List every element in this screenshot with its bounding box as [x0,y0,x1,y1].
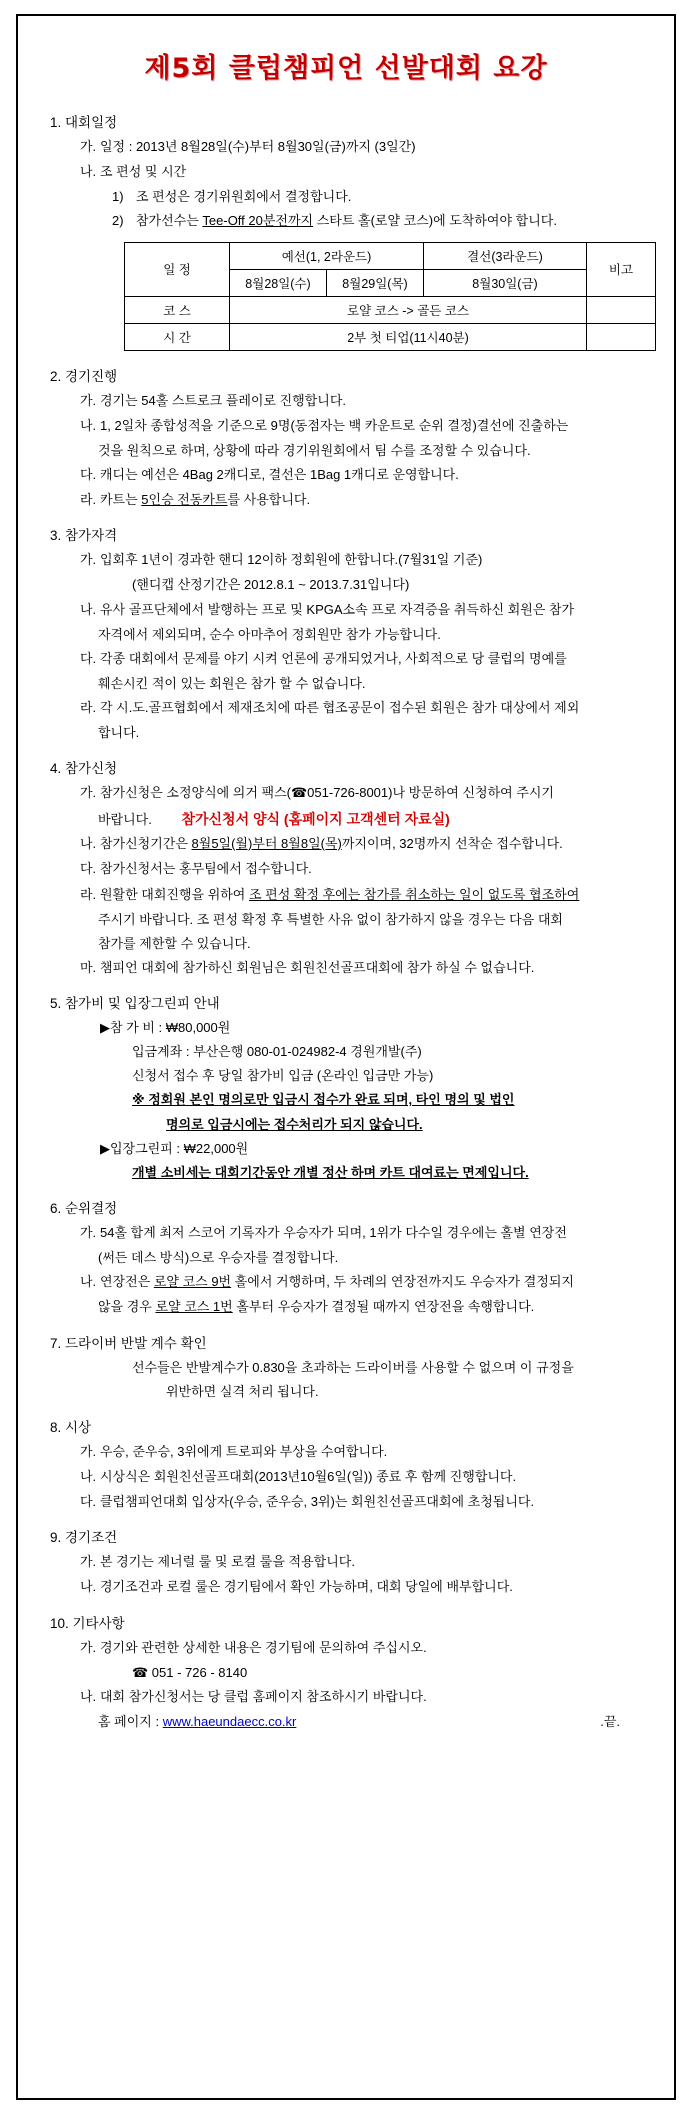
section-conditions [36,1526,656,1597]
item-label: 다. [80,650,97,666]
section-heading: 7. 드라이버 반발 계수 확인 [50,1335,207,1351]
list-item [80,600,656,620]
item-label: 나. [80,1688,97,1704]
page-title: 제5회 클럽챔피언 선발대회 요강 [144,53,548,84]
section-ranking [36,1197,656,1318]
table-header-cell: 예선(1, 2라운드) [230,242,424,269]
list-item [80,1492,656,1512]
table-cell [587,296,656,323]
continuation-text: 바랍니다. [98,811,152,827]
item-text: 참가신청기간은 8월5일(월)부터 8월8일(목)까지이며, 32명까지 선착순 접수합니다. [100,836,563,852]
item-text: 참가신청서는 홍무팀에서 접수합니다. [100,861,312,877]
item-label: 나. [80,1469,97,1485]
table-cell: 로얄 코스 -> 골든 코스 [230,296,587,323]
item-text: 원활한 대회진행을 위하여 조 편성 확정 후에는 참가를 취소하는 일이 없도록 협조하여 [100,886,580,902]
list-item [80,1552,656,1572]
schedule-table [124,242,656,351]
homepage-link[interactable]: www.haeundaecc.co.kr [162,1714,297,1730]
item-label: 다. [80,861,97,877]
table-row [125,242,656,269]
item-text: 각 시.도.골프협회에서 제재조치에 따른 협조공문이 접수된 회원은 참가 대상에서 제외 [100,700,580,716]
table-cell: 8월29일(목) [327,269,424,296]
section-application [36,757,656,978]
item-continuation: 훼손시킨 적이 있는 회원은 참가 할 수 없습니다. [98,675,366,691]
list-item [80,137,656,157]
end-mark: .끝. [600,1714,620,1730]
table-row [125,323,656,350]
item-text: 1, 2일차 종합성적을 기준으로 9명(동점자는 백 카운트로 순위 결정)결선에 진출하는 [100,417,569,433]
table-cell: 2부 첫 티업(11시40분) [230,323,587,350]
item-text: 선수들은 반발계수가 0.830을 초과하는 드라이버를 사용할 수 없으며 이 규정을 [132,1359,574,1375]
item-label: 2) [112,213,124,229]
homepage-label: 홈 페이지 : [98,1714,163,1730]
section-competition-progress [36,365,656,511]
table-cell: 코 스 [125,296,230,323]
item-label: 가. [80,552,97,568]
list-item [80,1577,656,1597]
list-item [80,649,656,669]
item-text: 경기조건과 로컬 룰은 경기팀에서 확인 가능하며, 대회 당일에 배부합니다. [100,1579,513,1595]
item-continuation: 것을 원칙으로 하며, 상황에 따라 경기위원회에서 팀 수를 조정할 수 있습니다. [98,442,531,458]
application-form-note: 참가신청서 양식 (홈페이지 고객센터 자료실) [181,810,450,827]
item-label: 마. [80,959,97,975]
item-continuation [98,809,656,831]
table-header-cell: 일 정 [125,242,230,296]
list-item [112,187,656,207]
item-text: 각종 대회에서 문제를 야기 시켜 언론에 공개되었거나, 사회적으로 당 클럽의 명예를 [100,650,567,666]
item-label: 라. [80,886,97,902]
item-text: 우승, 준우승, 3위에게 트로피와 부상을 수여합니다. [100,1443,388,1459]
item-label: 가. [80,1554,97,1570]
item-label: 가. [80,392,97,408]
item-text: 클럽챔피언대회 입상자(우승, 준우승, 3위)는 회원친선골프대회에 초청됩니다. [100,1494,535,1510]
item-label: 가. [80,1639,97,1655]
section-heading: 8. 시상 [50,1419,92,1435]
schedule-table-wrapper [124,242,656,351]
table-cell: 시 간 [125,323,230,350]
section-awards [36,1416,656,1512]
table-cell: 8월28일(수) [230,269,327,296]
item-text: 연장전은 로얄 코스 9번 홀에서 거행하며, 두 차례의 연장전까지도 우승자가 결정되지 [100,1274,574,1290]
item-text: 경기와 관련한 상세한 내용은 경기팀에 문의하여 주십시오. [100,1639,427,1655]
item-label: 가. [80,1443,97,1459]
list-item [80,1467,656,1487]
section-heading: 4. 참가신청 [50,761,118,777]
section-competition-schedule [36,111,656,351]
document-frame [16,14,676,2100]
item-text: 일정 : 2013년 8월28일(수)부터 8월30일(금)까지 (3일간) [100,139,416,154]
fee-payment-note: 신청서 접수 후 당일 참가비 입금 (온라인 입금만 가능) [132,1068,434,1084]
emphasis-underline: 로얄 코스 1번 [155,1299,233,1315]
item-label: 나. [80,1274,97,1290]
item-text: 입회후 1년이 경과한 핸디 12이하 정회원에 한합니다.(7월31일 기준) [100,552,483,568]
section-driver-cor [36,1332,656,1402]
item-continuation: 않을 경우 로얄 코스 1번 홀부터 우승자가 결정될 때까지 연장전을 속행합니다. [98,1299,535,1315]
table-row [125,296,656,323]
item-label: 가. [80,785,97,801]
item-text: 챔피언 대회에 참가하신 회원님은 회원친선골프대회에 참가 하실 수 없습니다. [100,959,535,975]
fee-account: 입금계좌 : 부산은행 080-01-024982-4 경원개발(주) [132,1044,422,1060]
table-header-cell: 비고 [587,242,656,296]
table-cell: 8월30일(금) [424,269,587,296]
list-item [80,490,656,510]
section-eligibility [36,524,656,743]
item-continuation: 합니다. [98,725,140,741]
section-heading: 2. 경기진행 [50,368,118,384]
section-heading: 5. 참가비 및 입장그린피 안내 [50,996,220,1012]
section-heading: 3. 참가자격 [50,528,118,544]
item-continuation: 자격에서 제외되며, 순수 아마추어 정회원만 참가 가능합니다. [98,626,441,642]
item-label: 라. [80,700,97,716]
emphasis-underline: 조 편성 확정 후에는 참가를 취소하는 일이 없도록 협조하여 [248,886,580,902]
item-text: 카트는 5인승 전동카트를 사용합니다. [100,492,311,508]
item-continuation: 위반하면 실격 처리 됩니다. [166,1383,319,1399]
item-label: 다. [80,466,97,482]
list-item [80,1638,656,1658]
fee-entry: ▶참 가 비 : ₩80,000원 [100,1020,231,1036]
list-item [80,465,656,485]
item-text: 본 경기는 제너럴 룰 및 로컬 룰을 적용합니다. [100,1554,355,1570]
emphasis-underline: 로얄 코스 9번 [153,1274,232,1290]
item-text: 시상식은 회원친선골프대회(2013년10월6일(일)) 종료 후 함께 진행합니다. [100,1469,517,1485]
fee-warning-line1: ※ 정회원 본인 명의로만 입금시 접수가 완료 되며, 타인 명의 및 법인 [132,1092,515,1108]
item-label: 나. [80,601,97,617]
section-fees [36,992,656,1183]
list-item [80,416,656,436]
item-continuation: (써든 데스 방식)으로 우승자를 결정합니다. [98,1250,339,1266]
list-item [80,698,656,718]
item-text: 참가신청은 소정양식에 의거 팩스(☎051-726-8001)나 방문하여 신청하여 주시기 [100,785,554,801]
item-label: 가. [80,1225,97,1241]
item-label: 나. [80,417,97,433]
item-text: 캐디는 예선은 4Bag 2캐디로, 결선은 1Bag 1캐디로 운영합니다. [100,466,459,482]
fee-warning-line2: 명의로 입금시에는 접수처리가 되지 않습니다. [166,1116,423,1132]
list-item [80,1223,656,1243]
item-text: 유사 골프단체에서 발행하는 프로 및 KPGA소속 프로 자격증을 취득하신 회원은 참가 [100,601,575,617]
list-item [80,834,656,854]
item-label: 1) [112,189,124,205]
item-text: 대회 참가신청서는 당 클럽 홈페이지 참조하시기 바랍니다. [100,1688,427,1704]
list-item [80,885,656,905]
section-other [36,1612,656,1733]
item-label: 가. [80,139,97,154]
section-heading: 1. 대회일정 [50,115,118,130]
table-header-cell: 결선(3라운드) [424,242,587,269]
item-continuation: (핸디캡 산정기간은 2012.8.1 ~ 2013.7.31입니다) [132,577,410,593]
homepage-row [98,1712,656,1732]
list-item [80,162,656,182]
item-label: 라. [80,492,97,508]
item-text: 참가선수는 Tee-Off 20분전까지 스타트 홀(로얄 코스)에 도착하여야 합니다. [136,213,557,229]
list-item [80,550,656,570]
item-text: 조 편성 및 시간 [100,164,187,180]
list-item [80,859,656,879]
section-heading: 9. 경기조건 [50,1530,118,1546]
item-text: 조 편성은 경기위원회에서 결정합니다. [136,189,352,205]
table-cell [587,323,656,350]
item-label: 나. [80,164,97,180]
list-item [80,958,656,978]
green-fee-note: 개별 소비세는 대회기간동안 개별 정산 하며 카트 대여료는 면제입니다. [132,1164,529,1180]
list-item [112,211,656,231]
section-heading: 10. 기타사항 [50,1615,125,1631]
emphasis-underline: 8월5일(월)부터 8월8일(목) [191,836,342,852]
list-item [80,1687,656,1707]
list-item [80,1442,656,1462]
list-item [80,1272,656,1292]
section-heading: 6. 순위결정 [50,1201,118,1217]
green-fee-entry: ▶입장그린피 : ₩22,000원 [100,1140,249,1156]
item-label: 다. [80,1494,97,1510]
list-item [80,783,656,803]
item-label: 나. [80,836,97,852]
contact-phone: ☎ 051 - 726 - 8140 [132,1664,248,1680]
item-text: 54홀 합계 최저 스코어 기록자가 우승자가 되며, 1위가 다수일 경우에는 홀별 연장전 [100,1225,567,1241]
emphasis-underline: Tee-Off 20분전까지 [202,213,314,229]
item-continuation: 참가를 제한할 수 있습니다. [98,935,251,951]
item-label: 나. [80,1579,97,1595]
item-continuation: 주시기 바랍니다. 조 편성 확정 후 특별한 사유 없이 참가하지 않을 경우는 다음 대회 [98,911,563,927]
item-text: 경기는 54홀 스트로크 플레이로 진행합니다. [100,392,347,408]
list-item [80,391,656,411]
emphasis-underline: 5인승 전동카트 [141,492,228,508]
